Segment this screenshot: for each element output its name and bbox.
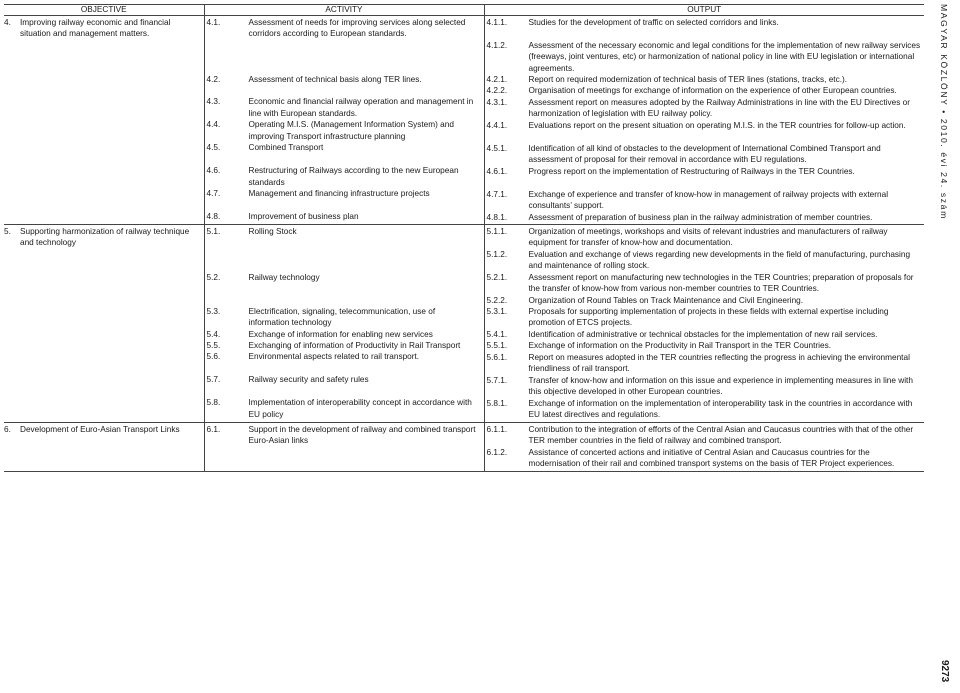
activity-text: Support in the development of railway and combined transport Euro-Asian links <box>248 424 476 446</box>
activity-item <box>205 211 484 222</box>
output-text: Assessment of preparation of business plan in the railway administration of member countries. <box>528 212 873 222</box>
output-number: 4.7.1. <box>486 189 508 199</box>
activity-number: 5.2. <box>206 272 221 282</box>
activity-cell <box>204 422 484 471</box>
output-item <box>485 120 925 143</box>
output-text: Report on measures adopted in the TER countries reflecting the progress in achieving the environmental friendliness of rail transport. <box>528 352 910 374</box>
activity-item <box>205 306 484 329</box>
output-text: Organisation of meetings for exchange of information on the experience of other European countries. <box>528 86 897 96</box>
output-item <box>485 295 925 306</box>
activity-item <box>205 249 484 272</box>
activity-number <box>205 40 249 74</box>
activity-number: 5.3. <box>206 306 221 316</box>
activity-item <box>205 374 484 397</box>
output-text: Assessment report on measures adopted by the Railway Administrations in line with the EU Directives or harmonization of legislation with EU railway policy. <box>528 97 911 118</box>
activity-number <box>205 249 249 272</box>
output-number: 5.2.2. <box>486 295 508 305</box>
output-number: 6.1.2. <box>486 447 508 457</box>
output-number: 5.7.1. <box>486 375 508 385</box>
output-text: Studies for the development of traffic on selected corridors and links. <box>528 18 779 27</box>
output-text: Evaluation and exchange of views regarding new developments in the field of manufacturing, purchasing and maintenance of rolling stock. <box>528 249 911 271</box>
activity-number: 5.6. <box>206 352 221 362</box>
activity-text: Restructuring of Railways according to the new European standards <box>248 166 459 187</box>
activity-item <box>205 272 484 295</box>
output-item <box>485 189 925 212</box>
activity-number: 4.5. <box>206 143 221 153</box>
activity-text: Railway technology <box>248 272 320 282</box>
objective-text: Supporting harmonization of railway technique and technology <box>20 226 190 248</box>
activity-text: Electrification, signaling, telecommunication, use of information technology <box>248 306 436 328</box>
activity-item <box>205 165 484 188</box>
page-number: 9273 <box>939 660 950 683</box>
activity-cell <box>204 16 484 225</box>
activity-text: Railway security and safety rules <box>248 375 369 385</box>
running-head: MAGYAR KÖZLÖNY • 2010. évi 24. szám <box>939 4 949 220</box>
header-activity: ACTIVITY <box>204 5 484 16</box>
activity-text: Improvement of business plan <box>248 212 359 222</box>
header-output: OUTPUT <box>484 5 924 16</box>
output-text: Exchange of experience and transfer of know-how in management of railway projects with external consultants’ support. <box>528 189 889 210</box>
output-text: Assessment of the necessary economic and legal conditions for the implementation of new railway services (freeways, joint ventures, etc) or harmonization of national policy in line with EU legislation or international agreements. <box>528 41 921 73</box>
activity-item <box>205 226 484 249</box>
output-item <box>485 166 925 189</box>
activity-number: 4.6. <box>206 166 221 176</box>
activity-text: Combined Transport <box>248 143 324 153</box>
objective-group <box>4 224 924 422</box>
activity-item <box>205 295 484 306</box>
activity-number: 4.4. <box>206 120 221 130</box>
output-number: 5.1.2. <box>486 249 508 259</box>
activity-item <box>205 351 484 374</box>
activity-item <box>205 329 484 340</box>
output-text: Identification of administrative or technical obstacles for the implementation of new rail services. <box>528 330 878 340</box>
activity-number <box>205 85 249 96</box>
output-number: 6.1.1. <box>486 424 508 434</box>
output-item <box>485 340 925 351</box>
output-item <box>485 424 925 447</box>
activity-item <box>205 397 484 420</box>
activity-text: Exchange of information for enabling new services <box>248 329 433 339</box>
activity-number: 4.7. <box>206 189 221 199</box>
activity-number: 5.4. <box>206 329 221 339</box>
output-number: 4.2.1. <box>486 75 508 84</box>
activity-number: 5.1. <box>206 226 221 236</box>
output-number: 5.8.1. <box>486 398 508 408</box>
output-cell <box>484 16 924 225</box>
output-item <box>485 447 925 470</box>
activity-number: 5.8. <box>206 398 221 408</box>
output-text: Organization of Round Tables on Track Maintenance and Civil Engineering. <box>528 295 804 305</box>
table-body <box>4 16 924 472</box>
output-text: Transfer of know-how and information on this issue and experience in implementing measures in line with this objective developed in other European countries. <box>528 375 913 397</box>
activity-text: Assessment of technical basis along TER lines. <box>248 75 422 84</box>
output-item <box>485 143 925 166</box>
output-number: 4.8.1. <box>486 212 508 222</box>
output-number: 5.4.1. <box>486 330 508 340</box>
output-text: Report on required modernization of technical basis of TER lines (stations, tracks, etc.). <box>528 75 848 84</box>
objective-group <box>4 422 924 471</box>
activity-text <box>249 447 484 470</box>
objective-text: Improving railway economic and financial situation and management matters. <box>20 18 171 39</box>
activity-item <box>205 188 484 211</box>
activity-number: 4.2. <box>206 75 221 84</box>
activity-item <box>205 17 484 40</box>
activity-item <box>205 74 484 85</box>
output-text: Organization of meetings, workshops and visits of relevant industries and manufacturers of railway equipment for transfer of know-how and documentation. <box>528 226 888 248</box>
output-number: 4.6.1. <box>486 166 508 176</box>
activity-number: 4.8. <box>206 212 221 222</box>
activity-number <box>205 447 249 470</box>
output-item <box>485 352 925 375</box>
activity-text <box>249 85 484 96</box>
output-number: 5.1.1. <box>486 226 508 236</box>
activity-text: Environmental aspects related to rail transport. <box>248 352 420 362</box>
document-page <box>4 4 924 472</box>
objective-item <box>4 424 204 435</box>
output-item <box>485 272 925 295</box>
output-number: 4.3.1. <box>486 97 508 107</box>
activity-cell <box>204 224 484 422</box>
output-text: Exchange of information on the implementation of interoperability task in the countries in accordance with EU latest directives and regulations. <box>528 398 913 420</box>
objectives-table <box>4 4 924 472</box>
activity-text: Management and financing infrastructure projects <box>248 189 430 199</box>
header-objective: OBJECTIVE <box>4 5 204 16</box>
activity-number: 5.5. <box>206 341 221 351</box>
activity-item <box>205 424 484 447</box>
output-text: Assessment report on manufacturing new technologies in the TER Countries; preparation of proposals for the transfer of know-how from various non-member countries to TER Countries. <box>528 272 914 294</box>
activity-number: 5.7. <box>206 375 221 385</box>
output-item <box>485 226 925 249</box>
output-item <box>485 85 925 96</box>
activity-text <box>249 249 484 272</box>
output-text: Exchange of information on the Productivity in Rail Transport in the TER Countries. <box>528 341 831 351</box>
activity-item <box>205 40 484 74</box>
activity-item <box>205 119 484 142</box>
output-item <box>485 97 925 120</box>
output-number: 5.3.1. <box>486 307 508 317</box>
objective-number: 5. <box>4 226 11 236</box>
output-number: 5.2.1. <box>486 272 508 282</box>
output-item <box>485 306 925 329</box>
activity-text <box>249 295 484 306</box>
objective-number: 6. <box>4 424 11 434</box>
output-item <box>485 17 925 40</box>
output-text: Proposals for supporting implementation of projects in these fields with external expertise including promotion of ETCS projects. <box>528 307 889 328</box>
activity-item <box>205 96 484 119</box>
activity-text: Operating M.I.S. (Management Information System) and improving Transport infrastructure planning <box>248 120 454 141</box>
objective-text: Development of Euro-Asian Transport Links <box>20 424 180 434</box>
objective-item <box>4 17 204 40</box>
output-item <box>485 375 925 398</box>
output-item <box>485 329 925 340</box>
output-item <box>485 40 925 74</box>
objective-cell <box>4 16 204 225</box>
output-number: 4.1.1. <box>486 18 508 27</box>
objective-cell <box>4 422 204 471</box>
output-item <box>485 249 925 272</box>
activity-text: Implementation of interoperability concept in accordance with EU policy <box>248 398 472 419</box>
output-number: 5.5.1. <box>486 341 508 351</box>
activity-item <box>205 340 484 351</box>
output-text: Contribution to the integration of efforts of the Central Asian and Caucasus countries with that of the other TER member countries in the field of railway and combined transport. <box>528 424 914 446</box>
activity-item <box>205 447 484 470</box>
objective-cell <box>4 224 204 422</box>
activity-text <box>249 40 484 74</box>
output-text: Assistance of concerted actions and initiative of Central Asian and Caucasus countries for the modernisation of their rail and combined transport systems on the basis of TER Project experiences. <box>528 447 895 469</box>
activity-number <box>205 295 249 306</box>
activity-text: Exchanging of information of Productivity in Rail Transport <box>248 341 461 351</box>
output-number: 4.2.2. <box>486 86 508 96</box>
output-text: Progress report on the implementation of Restructuring of Railways in the TER Countries. <box>528 166 855 176</box>
activity-number: 4.1. <box>206 18 221 27</box>
output-number: 4.1.2. <box>486 41 508 50</box>
activity-number: 6.1. <box>206 424 221 434</box>
output-item <box>485 74 925 85</box>
output-item <box>485 398 925 421</box>
output-text: Identification of all kind of obstacles to the development of International Combined Transport and assessment of proposal for their removal in accordance with EU regulations. <box>528 143 881 164</box>
output-item <box>485 212 925 223</box>
output-number: 5.6.1. <box>486 352 508 362</box>
activity-text: Assessment of needs for improving services along selected corridors according to European standards. <box>248 18 466 39</box>
objective-number: 4. <box>4 18 11 27</box>
activity-text: Economic and financial railway operation and management in line with European standards. <box>248 97 474 118</box>
activity-item <box>205 142 484 165</box>
output-cell <box>484 224 924 422</box>
output-text: Evaluations report on the present situation on operating M.I.S. in the TER countries for follow-up action. <box>528 120 906 130</box>
output-number: 4.4.1. <box>486 120 508 130</box>
table-header-row <box>4 5 924 16</box>
output-cell <box>484 422 924 471</box>
activity-number: 4.3. <box>206 97 221 107</box>
activity-item <box>205 85 484 96</box>
activity-text: Rolling Stock <box>248 226 297 236</box>
objective-group <box>4 16 924 225</box>
output-number: 4.5.1. <box>486 143 508 153</box>
objective-item <box>4 226 204 249</box>
